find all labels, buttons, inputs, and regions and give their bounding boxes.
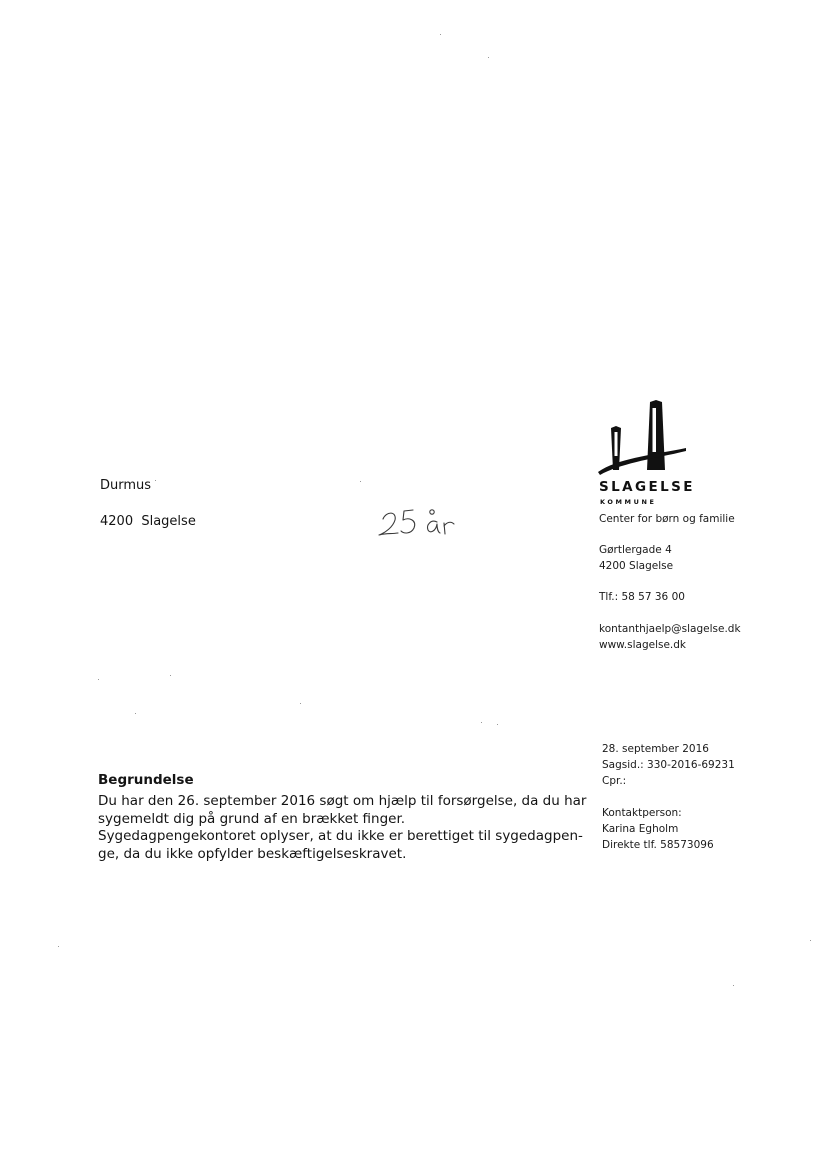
email: kontanthjaelp@slagelse.dk	[599, 623, 741, 635]
contact-name: Karina Egholm	[602, 823, 679, 835]
scan-speck	[170, 675, 171, 676]
body-line: Du har den 26. september 2016 søgt om hjælp til forsørgelse, da du har	[98, 793, 587, 809]
recipient-postal-line: 4200 Slagelse	[100, 514, 196, 529]
scan-speck	[135, 713, 136, 714]
handwritten-note	[375, 503, 459, 539]
scan-speck	[58, 946, 59, 947]
cpr-label: Cpr.:	[602, 775, 627, 787]
scan-speck	[98, 679, 99, 680]
slagelse-bridge-logo	[598, 398, 688, 476]
scan-speck	[155, 480, 156, 481]
street-address: Gørtlergade 4	[599, 544, 672, 556]
scan-speck	[733, 985, 734, 986]
body-line: ge, da du ikke opfylder beskæftigelseskravet.	[98, 845, 407, 862]
contact-label: Kontaktperson:	[602, 807, 682, 819]
body-line: sygemeldt dig på grund af en brækket finger.	[98, 810, 406, 827]
organization-name: SLAGELSE	[599, 479, 695, 495]
scan-speck	[488, 57, 489, 58]
scan-speck	[810, 940, 811, 941]
case-id: Sagsid.: 330-2016-69231	[602, 759, 735, 771]
scan-speck	[497, 724, 498, 725]
phone: Tlf.: 58 57 36 00	[599, 591, 685, 603]
section-body	[98, 793, 588, 863]
scan-speck	[440, 34, 441, 35]
scan-speck	[360, 481, 361, 482]
section-heading: Begrundelse	[98, 772, 194, 788]
scan-speck	[300, 703, 301, 704]
website: www.slagelse.dk	[599, 639, 687, 651]
letter-date: 28. september 2016	[602, 743, 709, 755]
city-address: 4200 Slagelse	[599, 560, 674, 572]
body-line: Sygedagpengekontoret oplyser, at du ikke er berettiget til sygedagpen-	[98, 828, 583, 844]
department: Center for børn og familie	[599, 513, 735, 525]
recipient-name: Durmus	[100, 478, 152, 493]
direct-phone: Direkte tlf. 58573096	[602, 839, 714, 851]
organization-subtitle: KOMMUNE	[600, 498, 657, 506]
scan-speck	[481, 722, 482, 723]
